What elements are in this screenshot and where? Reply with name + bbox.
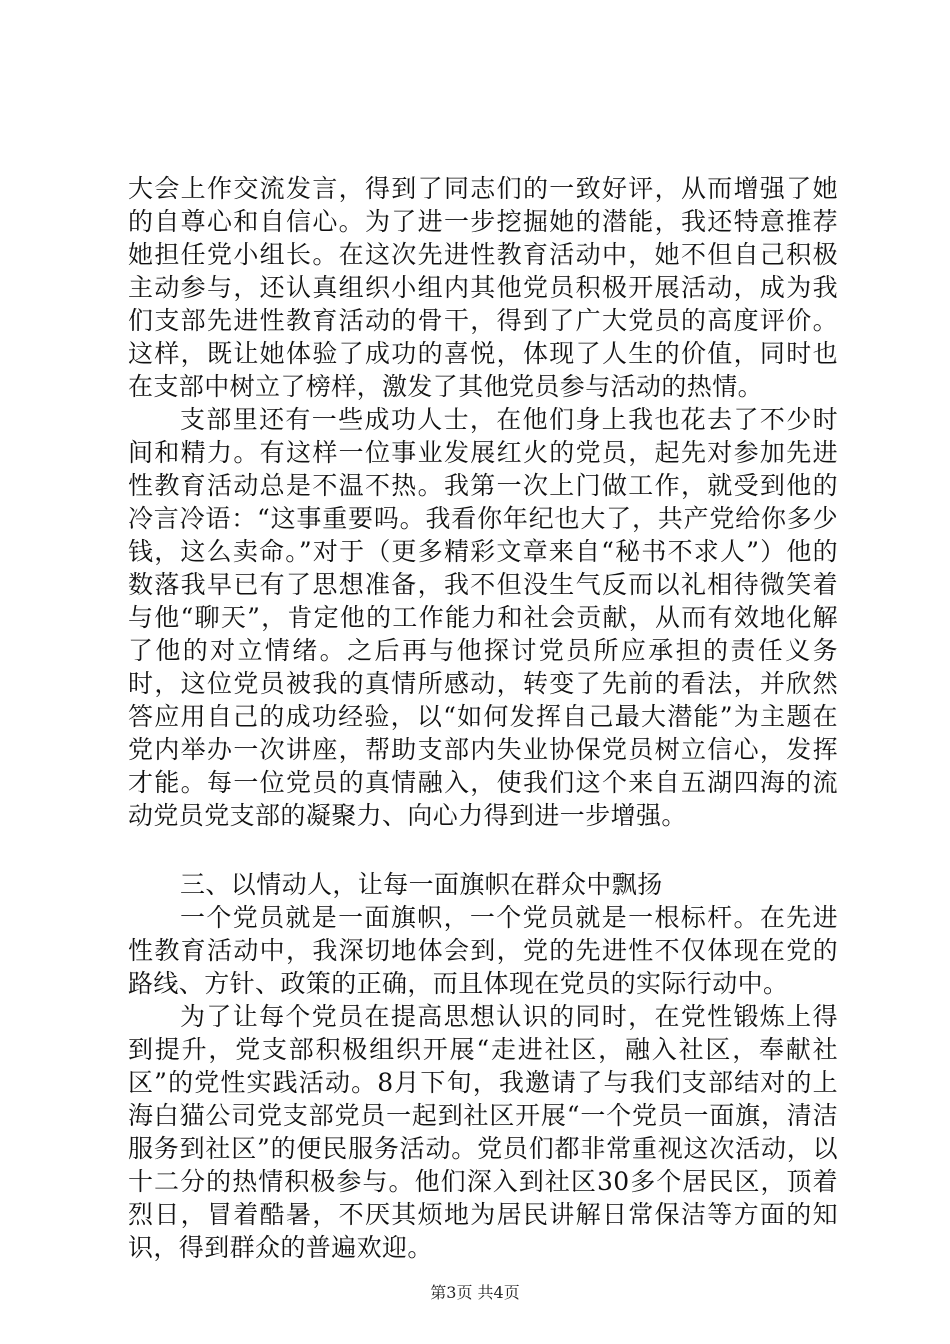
paragraph-successful-members: 支部里还有一些成功人士，在他们身上我也花去了不少时间和精力。有这样一位事业发展红火的党员，起先对参加先进性教育活动总是不温不热。我第一次上门做工作，就受到他的冷言冷语：“这事重要吗。我看你年纪也大了，共产党给你多少钱，这么卖命。”对于（更多精彩文章来自“秘书不求人”）他的数落我早已有了思想准备，我不但没生气反而以礼相待微笑着与他“聊天”，肯定他的工作能力和社会贡献，从而有效地化解了他的对立情绪。之后再与他探讨党员所应承担的责任义务时，这位党员被我的真情所感动，转变了先前的看法，并欣然答应用自己的成功经验，以“如何发挥自己最大潜能”为主题在党内举办一次讲座，帮助支部内失业协保党员树立信心，发挥才能。每一位党员的真情融入，使我们这个来自五湖四海的流动党员党支部的凝聚力、向心力得到进一步增强。 bbox=[128, 405, 838, 830]
page-footer: 第3页 共4页 bbox=[430, 1283, 520, 1302]
document-body bbox=[128, 172, 838, 1264]
paragraph-community-activity: 为了让每个党员在提高思想认识的同时，在党性锻炼上得到提升，党支部积极组织开展“走进社区，融入社区，奉献社区”的党性实践活动。8月下旬，我邀请了与我们支部结对的上海白猫公司党支部党员一起到社区开展“一个党员一面旗，清洁服务到社区”的便民服务活动。党员们都非常重视这次活动，以十二分的热情积极参与。他们深入到社区30多个居民区，顶着烈日，冒着酷暑，不厌其烦地为居民讲解日常保洁等方面的知识，得到群众的普遍欢迎。 bbox=[128, 1002, 838, 1262]
paragraph-flag-standard: 一个党员就是一面旗帜，一个党员就是一根标杆。在先进性教育活动中，我深切地体会到，党的先进性不仅体现在党的路线、方针、政策的正确，而且体现在党员的实际行动中。 bbox=[128, 903, 838, 998]
paragraph-continuation: 大会上作交流发言，得到了同志们的一致好评，从而增强了她的自尊心和自信心。为了进一步挖掘她的潜能，我还特意推荐她担任党小组长。在这次先进性教育活动中，她不但自己积极主动参与，还认真组织小组内其他党员积极开展活动，成为我们支部先进性教育活动的骨干，得到了广大党员的高度评价。这样，既让她体验了成功的喜悦，体现了人生的价值，同时也在支部中树立了榜样，激发了其他党员参与活动的热情。 bbox=[128, 174, 838, 401]
section-heading-three: 三、以情动人，让每一面旗帜在群众中飘扬 bbox=[180, 870, 663, 899]
section-gap bbox=[128, 832, 838, 868]
